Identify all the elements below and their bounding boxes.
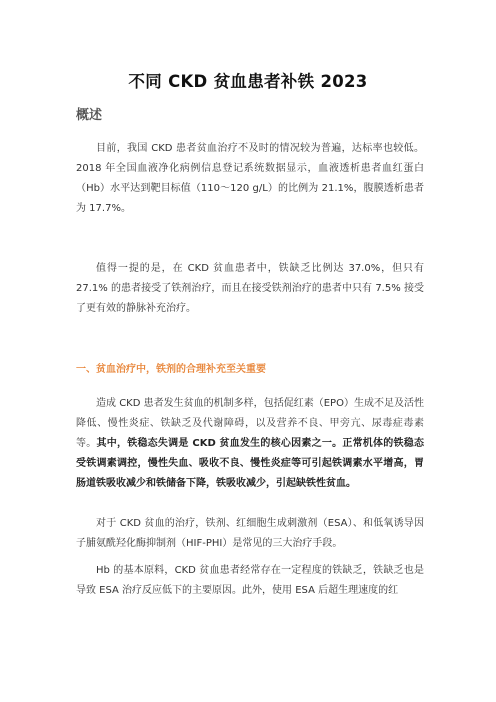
paragraph-hb-raw-material: Hb 的基本原料，CKD 贫血患者经常存在一定程度的铁缺乏，铁缺乏也是导致 ESA 治疗反应低下的主要原因。此外，使用 ESA 后超生理速度的红 bbox=[76, 565, 424, 596]
mechanism-key-point: 其中，铁稳态失调是 CKD 贫血发生的核心因素之一。 bbox=[96, 438, 343, 449]
mechanism-text: 造成 CKD 患者发生贫血的机制多样，包括促红素（EPO）生成不足及活性降低、慢性炎症、铁缺乏及代谢障碍，以及营养不良、甲旁亢、尿毒症毒素等。 bbox=[76, 398, 424, 449]
overview-heading: 概述 bbox=[76, 108, 103, 123]
section-heading-iron-supplement: 一、贫血治疗中，铁剂的合理补充至关重要 bbox=[76, 364, 266, 375]
paragraph-anemia-treatment-status: 目前，我国 CKD 患者贫血治疗不及时的情况较为普遍，达标率也较低。2018 年全国血液净化病例信息登记系统数据显示，血液透析患者血红蛋白（Hb）水平达到靶目标值（110～120 g/L）的比例为 21.1%，腹膜透析患者为 17.7%。 bbox=[76, 143, 424, 214]
paragraph-treatment-means: 对于 CKD 贫血的治疗，铁剂、红细胞生成刺激剂（ESA）、和低氧诱导因子脯氨酰羟化酶抑制剂（HIF-PHI）是常见的三大治疗手段。 bbox=[76, 518, 424, 549]
document-title: 不同 CKD 贫血患者补铁 2023 bbox=[128, 72, 368, 91]
paragraph-anemia-mechanism bbox=[76, 394, 424, 494]
paragraph-iron-deficiency-rate: 值得一提的是，在 CKD 贫血患者中，铁缺乏比例达 37.0%，但只有 27.1% 的患者接受了铁剂治疗，而且在接受铁剂治疗的患者中只有 7.5% 接受了更有效的静脉补充治疗。 bbox=[76, 263, 424, 314]
mechanism-detail: 正常机体的铁稳态受铁调素调控，慢性失血、吸收不良、慢性炎症等可引起铁调素水平增高，胃肠道铁吸收减少和铁储备下降，铁吸收减少，引起缺铁性贫血。 bbox=[76, 438, 424, 489]
